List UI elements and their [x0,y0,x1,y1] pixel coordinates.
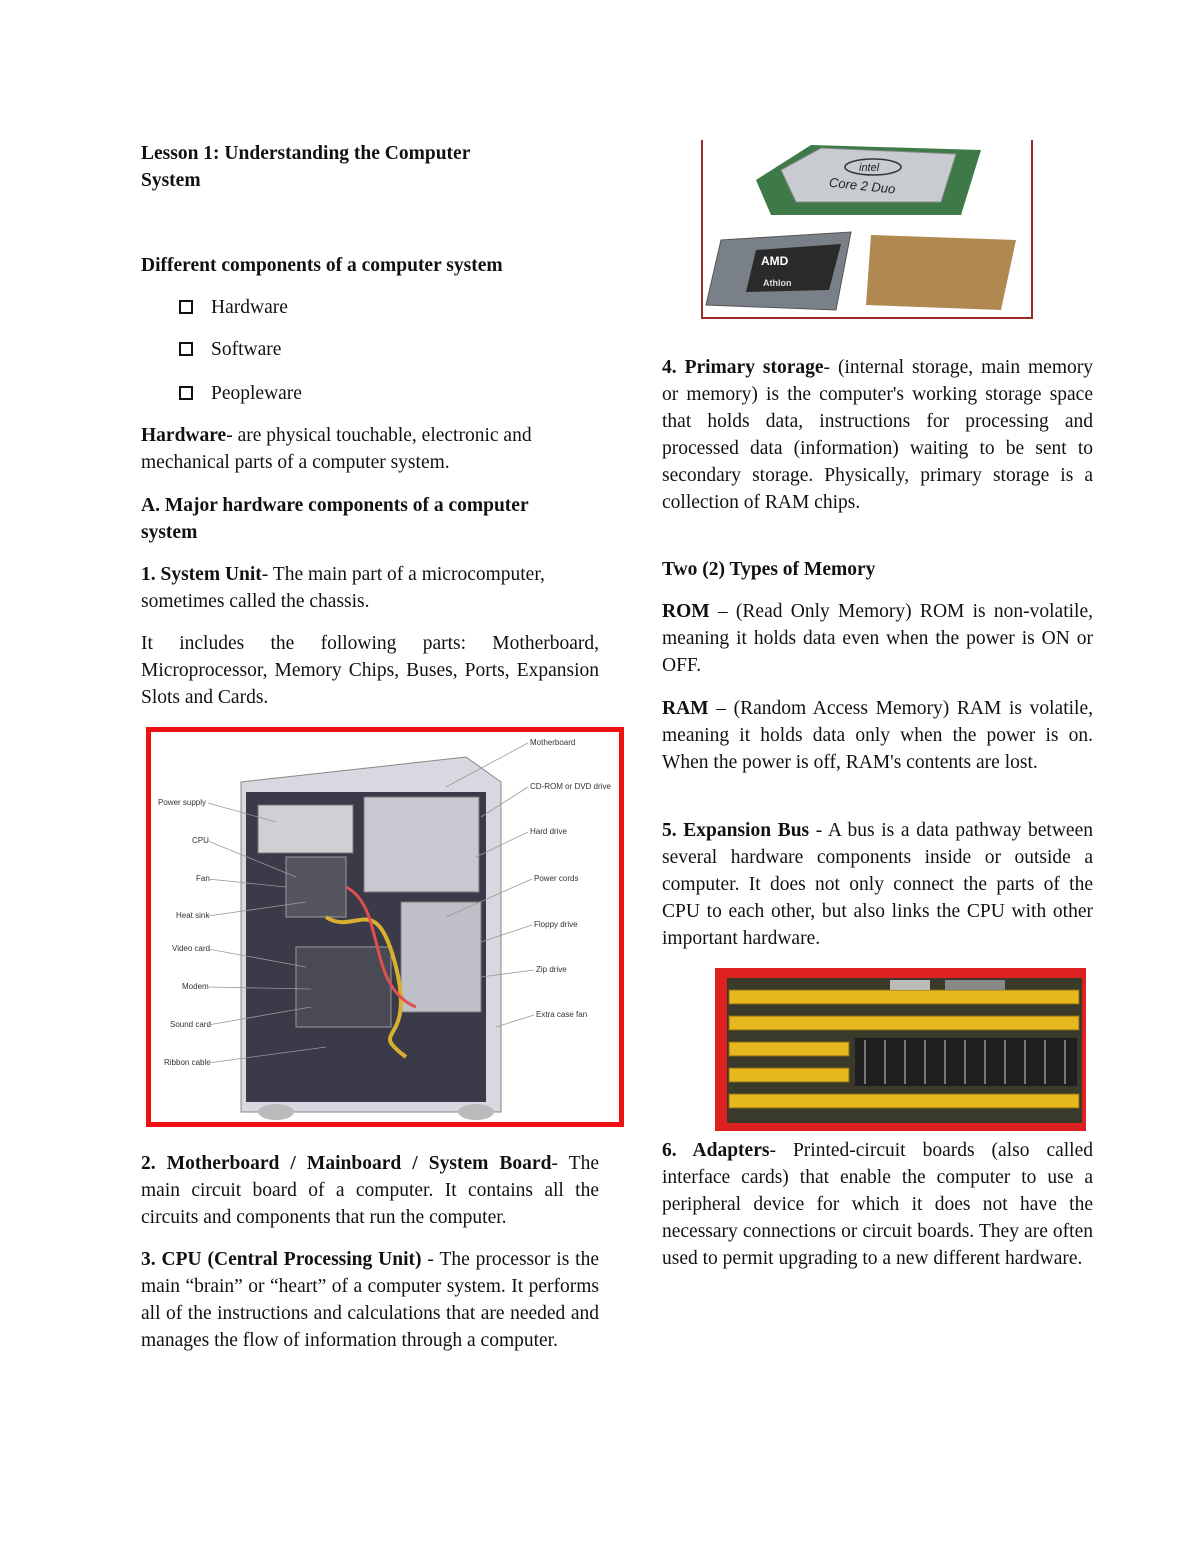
board-component [890,980,930,990]
diagram-label: Power supply [158,798,207,807]
diagram-label: Power cords [534,874,579,883]
intel-chip-label: intel [859,162,880,174]
hardware-paragraph [141,422,599,476]
motherboard-paragraph [141,1150,599,1231]
system-unit-illustration [146,727,624,1127]
cards-area-shape [296,947,391,1027]
major-hardware-heading: A. Major hardware components of a computer system [141,495,529,543]
cpu-paragraph [141,1246,599,1354]
ram-definition: – (Random Access Memory) RAM is volatile, meaning it holds data only when the power is on. When the power is off, RAM's contents are lost. [662,698,1093,773]
component-item-peopleware: Peopleware [211,383,302,404]
cpu-definition: - The processor is the main “brain” or “heart” of a computer system. It performs all of the instructions and calculations that are needed and manages the flow of information through a computer. [141,1249,600,1351]
component-item-hardware: Hardware [211,297,288,318]
system-unit-paragraph [141,561,599,615]
case-foot [258,1104,294,1120]
component-item-software: Software [211,339,282,360]
primary-storage-paragraph [662,354,1093,516]
diagram-label: Floppy drive [534,920,578,929]
diagram-label: Video card [172,944,211,953]
diagram-label: Heat sink [176,911,210,920]
diagram-label: CPU [192,836,209,845]
hardware-definition: - are physical touchable, electronic and mechanical parts of a computer system. [141,425,532,473]
ram-paragraph [662,695,1093,776]
diagram-label: Motherboard [530,738,576,747]
amd-chip-label: AMD [761,254,789,268]
board-component [945,980,1005,990]
rom-definition: – (Read Only Memory) ROM is non-volatile, meaning it holds data even when the power is ON or OFF. [662,601,1093,676]
expansion-slot [729,1016,1079,1030]
amd-chip-badge [746,244,841,292]
ram-term: RAM [662,698,709,719]
processor-chips-illustration [701,140,1033,320]
diagram-label: Sound card [170,1020,211,1029]
hardware-term: Hardware [141,425,227,446]
lesson-title-line1: Lesson 1: Understanding the Computer [141,143,471,164]
components-heading: Different components of a computer system [141,255,503,276]
includes-paragraph: It includes the following parts: Motherboard, Microprocessor, Memory Chips, Buses, Ports, Expansion Slots and Cards. [141,633,599,708]
diagram-label: Zip drive [536,965,567,974]
expansion-slot [729,1094,1079,1108]
expansion-slot [729,1068,849,1082]
adapters-definition: - Printed-circuit boards (also called interface cards) that enable the computer to use a peripheral device for which it does not have the necessary connections or circuit boards. They are often used to permit upgrading to a new different hardware. [662,1140,1093,1269]
checkbox-icon [179,342,193,356]
lesson-title-line2: System [141,170,201,191]
rom-term: ROM [662,601,710,622]
expansion-bus-definition: - A bus is a data pathway between several hardware components inside or outside a computer. It does not only connect the parts of the CPU to each other, but also links the CPU with other important hardware. [662,820,1093,949]
expansion-bus-term: 5. Expansion Bus [662,820,810,841]
diagram-label: Hard drive [530,827,567,836]
processor-chips-image [701,140,1033,320]
expansion-bus-paragraph [662,817,1093,952]
power-supply-shape [258,805,353,853]
cpu-area-shape [286,857,346,917]
cpu-term: 3. CPU (Central Processing Unit) [141,1249,422,1270]
checkbox-icon [179,300,193,314]
rom-paragraph [662,598,1093,679]
diagram-label: CD-ROM or DVD drive [530,782,611,791]
diagram-label: Extra case fan [536,1010,588,1019]
system-unit-diagram [146,727,624,1127]
checkbox-icon [179,386,193,400]
system-unit-definition: - The main part of a microcomputer, sometimes called the chassis. [141,564,545,612]
memory-types-heading: Two (2) Types of Memory [662,559,876,580]
diagram-label: Modem [182,982,209,991]
amd-chip-model: Athlon [763,278,792,288]
primary-storage-term: 4. Primary storage [662,357,824,378]
expansion-slots-illustration [715,968,1086,1131]
expansion-slots-image [715,968,1086,1131]
system-unit-term: 1. System Unit [141,564,262,585]
diagram-label: Ribbon cable [164,1058,211,1067]
expansion-slot [729,1042,849,1056]
case-foot [458,1104,494,1120]
motherboard-definition: - The main circuit board of a computer. It contains all the circuits and components that run the computer. [141,1153,599,1228]
primary-storage-definition: - (internal storage, main memory or memory) is the computer's working storage space that holds data, instructions for processing and processed data (information) waiting to be sent to secondary storage. Physically, primary storage is a collection of RAM chips. [662,357,1093,513]
diagram-label: Fan [196,874,210,883]
adapters-term: 6. Adapters [662,1140,770,1161]
amd-chip-pins [866,235,1016,310]
floppy-bay-shape [401,902,481,1012]
motherboard-term: 2. Motherboard / Mainboard / System Board [141,1153,552,1174]
intel-chip-model: Core 2 Duo [828,174,897,197]
expansion-slot [729,990,1079,1004]
drive-bay-shape [364,797,479,892]
adapters-paragraph [662,1137,1093,1272]
